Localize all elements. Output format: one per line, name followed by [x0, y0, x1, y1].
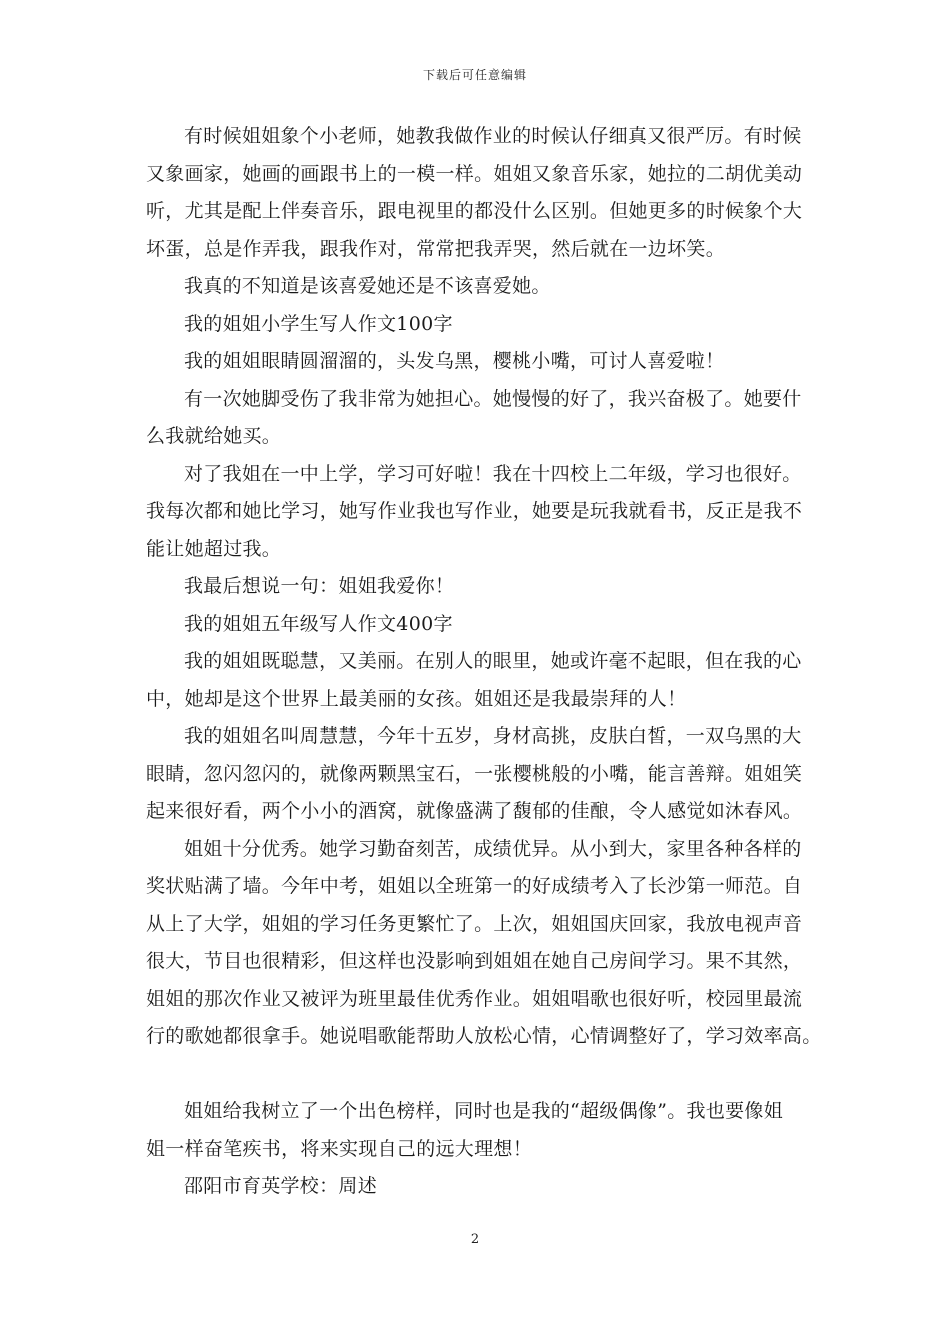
paragraph — [146, 456, 822, 569]
text-line: 有一次她脚受伤了我非常为她担心。她慢慢的好了，我兴奋极了。她要什 — [184, 387, 802, 410]
paragraph-gap — [146, 1056, 822, 1094]
text-line: 起来很好看，两个小小的酒窝，就像盛满了馥郁的佳酿，令人感觉如沐春风。 — [146, 800, 803, 822]
text-line: 能让她超过我。 — [146, 537, 282, 560]
paragraph — [146, 118, 822, 268]
document-body — [146, 118, 822, 1206]
text-line: 姐姐十分优秀。她学习勤奋刻苦，成绩优异。从小到大，家里各种各样的 — [184, 837, 802, 860]
text-line: 我的姐姐小学生写人作文100字 — [184, 312, 453, 335]
text-line: 有时候姐姐象个小老师，她教我做作业的时候认仔细真又很严厉。有时候 — [184, 125, 802, 147]
paragraph — [146, 343, 822, 381]
paragraph — [146, 1168, 822, 1206]
text-line: 又象画家，她画的画跟书上的一模一样。姐姐又象音乐家，她拉的二胡优美动 — [146, 162, 803, 185]
paragraph — [146, 643, 822, 718]
text-line: 中，她却是这个世界上最美丽的女孩。姐姐还是我最崇拜的人！ — [146, 687, 687, 710]
text-line: 很大，节目也很精彩，但这样也没影响到姐姐在她自己房间学习。果不其然， — [146, 950, 803, 972]
text-line: 我真的不知道是该喜爱她还是不该喜爱她。 — [184, 275, 551, 297]
text-line: 我每次都和她比学习，她写作业我也写作业，她要是玩我就看书，反正是我不 — [146, 500, 803, 522]
paragraph — [146, 1093, 822, 1168]
text-line: 姐姐给我树立了一个出色榜样，同时也是我的“超级偶像”。我也要像姐 — [184, 1100, 784, 1122]
text-line: 坏蛋，总是作弄我，跟我作对，常常把我弄哭，然后就在一边坏笑。 — [146, 237, 726, 260]
text-line: 我的姐姐眼睛圆溜溜的，头发乌黑，樱桃小嘴，可讨人喜爱啦！ — [184, 350, 725, 372]
text-line: 我的姐姐五年级写人作文400字 — [184, 612, 453, 635]
paragraph — [146, 568, 822, 606]
paragraph — [146, 306, 822, 344]
page-header: 下载后可任意编辑 — [422, 68, 527, 82]
paragraph — [146, 718, 822, 831]
paragraph — [146, 831, 822, 1056]
text-line: 听，尤其是配上伴奏音乐，跟电视里的都没什么区别。但她更多的时候象个大 — [146, 200, 803, 222]
text-line: 从上了大学，姐姐的学习任务更繁忙了。上次，姐姐国庆回家，我放电视声音 — [146, 912, 803, 935]
text-line: 奖状贴满了墙。今年中考，姐姐以全班第一的好成绩考入了长沙第一师范。自 — [146, 875, 803, 897]
text-line: 么我就给她买。 — [146, 425, 282, 447]
text-line: 我最后想说一句：姐姐我爱你！ — [184, 575, 455, 597]
text-line: 姐一样奋笔疾书，将来实现自己的远大理想！ — [146, 1137, 533, 1160]
paragraph — [146, 268, 822, 306]
page-number: 2 — [470, 1232, 480, 1247]
text-line: 眼睛，忽闪忽闪的，就像两颗黑宝石，一张樱桃般的小嘴，能言善辩。姐姐笑 — [146, 762, 803, 785]
paragraph — [146, 381, 822, 456]
paragraph — [146, 606, 822, 644]
text-line: 姐姐的那次作业又被评为班里最佳优秀作业。姐姐唱歌也很好听，校园里最流 — [146, 987, 803, 1010]
text-line: 对了我姐在一中上学，学习可好啦！我在十四校上二年级，学习也很好。 — [184, 462, 802, 485]
text-line: 邵阳市育英学校：周述 — [184, 1175, 378, 1197]
text-line: 我的姐姐既聪慧，又美丽。在别人的眼里，她或许毫不起眼，但在我的心 — [184, 650, 802, 672]
text-line: 我的姐姐名叫周慧慧，今年十五岁，身材高挑，皮肤白皙，一双乌黑的大 — [184, 725, 802, 747]
text-line: 行的歌她都很拿手。她说唱歌能帮助人放松心情，心情调整好了，学习效率高。 — [146, 1025, 822, 1047]
